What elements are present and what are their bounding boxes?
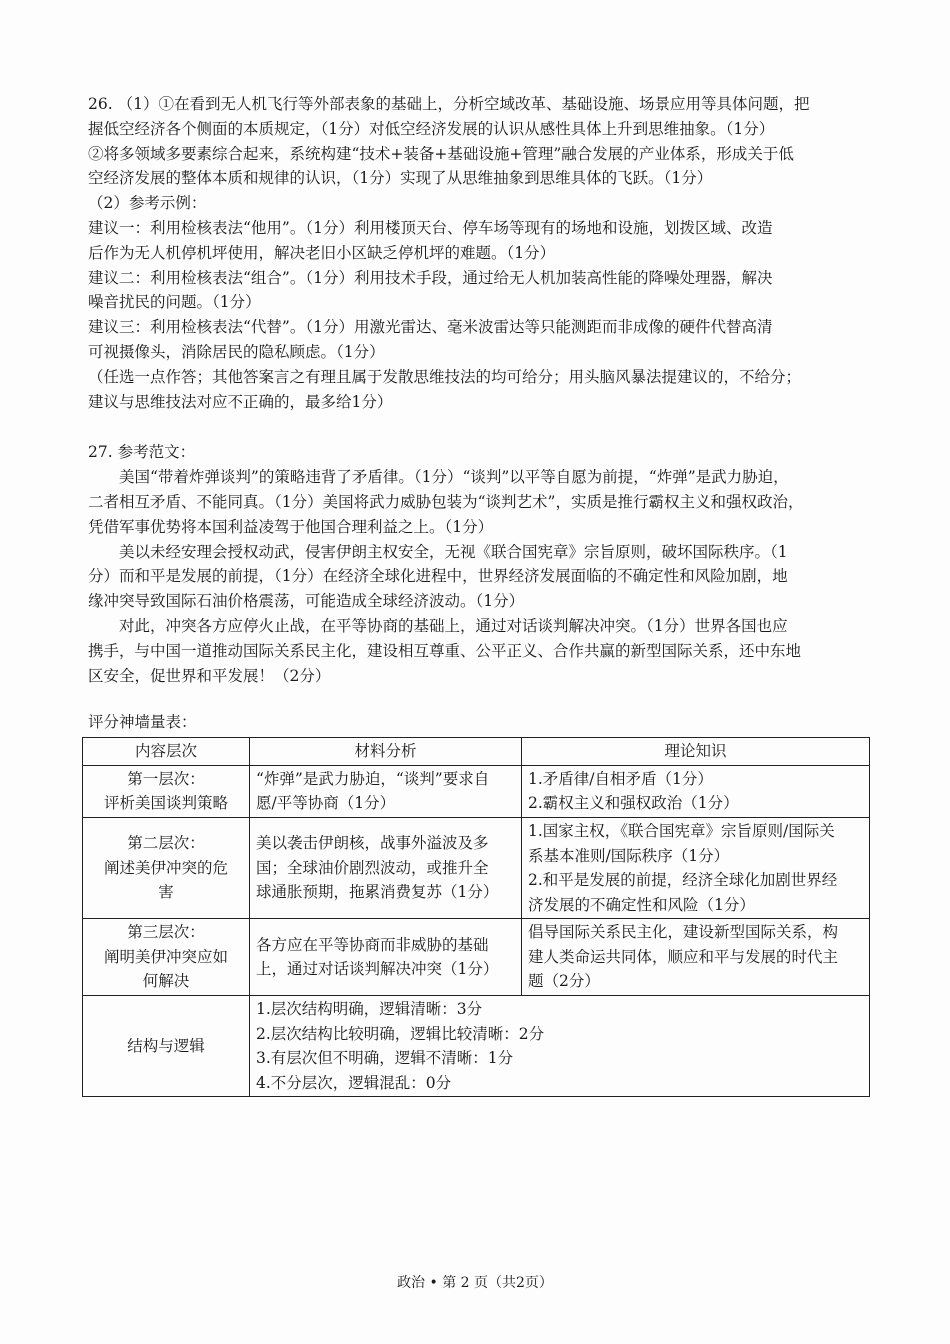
level-text: 第二层次：	[127, 834, 205, 853]
level-text: 害	[158, 883, 174, 902]
theory-text: 1.国家主权，《联合国宪章》宗旨原则/国际关	[528, 821, 835, 840]
q26-suggestion2-line1: 建议二：利用检核表法“组合”。（1分）利用技术手段，通过给无人机加装高性能的降噪处理器，解决	[88, 268, 773, 287]
level-text: 阐述美伊冲突的危	[103, 858, 228, 877]
criteria-item: 4.不分层次，逻辑混乱：0分	[256, 1073, 452, 1092]
material-cell	[250, 919, 522, 996]
q26-p2-line2: 空经济发展的整体本质和规律的认识，（1分）实现了从思维抽象到思维具体的飞跃。（1分）	[88, 169, 713, 188]
rubric-table	[82, 737, 870, 1097]
q26-suggestion2-line2: 噪音扰民的问题。（1分）	[88, 293, 261, 312]
q27-heading: 27. 参考范文：	[88, 443, 196, 462]
level-text: 评析美国谈判策略	[103, 794, 228, 813]
spacer	[88, 688, 863, 710]
material-text: 愿/平等协商（1分）	[256, 794, 396, 813]
theory-text: 济发展的不确定性和风险（1分）	[528, 895, 755, 914]
theory-text: 1.矛盾律/自相矛盾（1分）	[528, 769, 713, 788]
material-text: “炸弹”是武力胁迫，“谈判”要求自	[256, 769, 490, 788]
q26-suggestion1-line1: 建议一：利用检核表法“他用”。（1分）利用楼顶天台、停车场等现有的场地和设施，划拨区域、改造	[88, 218, 773, 237]
structure-label: 结构与逻辑	[83, 996, 250, 1097]
q26-note-line1: （任选一点作答；其他答案言之有理且属于发散思维技法的均可给分；用头脑风暴法提建议的，不给分；	[88, 367, 802, 386]
level-cell	[83, 817, 250, 918]
theory-cell	[522, 919, 870, 996]
level-text: 阐明美伊冲突应如	[103, 947, 228, 966]
q27-para1-line2: 二者相互矛盾、不能同真。（1分）美国将武力威胁包装为“谈判艺术”，实质是推行霸权主义和强权政治，	[88, 492, 804, 511]
theory-text: 2.和平是发展的前提，经济全球化加剧世界经	[528, 871, 838, 890]
q27-para3-line3: 区安全，促世界和平发展！（2分）	[88, 666, 331, 685]
material-cell	[250, 817, 522, 918]
header-material: 材料分析	[250, 738, 522, 766]
level-text: 第一层次：	[127, 769, 205, 788]
q27-para3-line2: 携手，与中国一道推动国际关系民主化，建设相互尊重、公平正义、合作共赢的新型国际关系，还中东地	[88, 641, 802, 660]
question-26	[88, 92, 863, 414]
table-row	[83, 919, 870, 996]
theory-text: 倡导国际关系民主化，建设新型国际关系，构	[528, 923, 839, 942]
theory-text: 建人类命运共同体，顺应和平与发展的时代主	[528, 947, 839, 966]
criteria-item: 2.层次结构比较明确，逻辑比较清晰：2分	[256, 1024, 545, 1043]
criteria-item: 1.层次结构明确，逻辑清晰：3分	[256, 1000, 483, 1019]
level-cell	[83, 919, 250, 996]
q26-note-line2: 建议与思维技法对应不正确的，最多给1分）	[88, 392, 393, 411]
structure-criteria	[250, 996, 870, 1097]
q27-para2-line2: 分）而和平是发展的前提，（1分）在经济全球化进程中，世界经济发展面临的不确定性和风险加剧，地	[88, 567, 788, 586]
theory-text: 题（2分）	[528, 972, 600, 991]
table-row-structure	[83, 996, 870, 1097]
theory-cell	[522, 765, 870, 817]
q27-para2-line1: 美以未经安理会授权动武，侵害伊朗主权安全，无视《联合国宪章》宗旨原则，破坏国际秩序。（1	[119, 542, 788, 561]
answer-content	[88, 92, 863, 1097]
theory-text: 2.霸权主义和强权政治（1分）	[528, 794, 739, 813]
q27-para2-line3: 缘冲突导致国际石油价格震荡，可能造成全球经济波动。（1分）	[88, 592, 525, 611]
criteria-item: 3.有层次但不明确，逻辑不清晰：1分	[256, 1049, 514, 1068]
q27-para3-line1: 对此，冲突各方应停火止战，在平等协商的基础上，通过对话谈判解决冲突。（1分）世界各国也应	[119, 616, 788, 635]
q27-para1-line1: 美国“带着炸弹谈判”的策略违背了矛盾律。（1分）“谈判”以平等自愿为前提，“炸弹”是武力胁迫，	[119, 468, 789, 487]
q26-sub2-heading: （2）参考示例：	[88, 194, 207, 213]
table-row	[83, 765, 870, 817]
page-footer: 政治 • 第 2 页（共2页）	[397, 1275, 553, 1291]
material-text: 球通胀预期，拖累消费复苏（1分）	[256, 883, 499, 902]
header-theory: 理论知识	[522, 738, 870, 766]
spacer	[88, 414, 863, 440]
level-text: 何解决	[142, 972, 190, 991]
rubric-header-row	[83, 738, 870, 766]
q27-para1-line3: 凭借军事优势将本国利益凌驾于他国合理利益之上。（1分）	[88, 517, 494, 536]
theory-text: 系基本准则/国际秩序（1分）	[528, 846, 730, 865]
material-text: 各方应在平等协商而非威胁的基础	[256, 935, 489, 954]
material-text: 美以袭击伊朗核，战事外溢波及多	[256, 834, 489, 853]
material-cell	[250, 765, 522, 817]
level-text: 第三层次：	[127, 923, 205, 942]
header-level: 内容层次	[83, 738, 250, 766]
table-row	[83, 817, 870, 918]
q26-p1-line2: 握低空经济各个侧面的本质规定，（1分）对低空经济发展的认识从感性具体上升到思维抽象。（1分）	[88, 119, 775, 138]
q26-suggestion3-line2: 可视摄像头，消除居民的隐私顾虑。（1分）	[88, 342, 385, 361]
level-cell	[83, 765, 250, 817]
material-text: 国；全球油价剧烈波动，或推升全	[256, 858, 489, 877]
rubric-title: 评分神墙量表：	[88, 713, 197, 732]
q26-suggestion1-line2: 后作为无人机停机坪使用，解决老旧小区缺乏停机坪的难题。（1分）	[88, 243, 556, 262]
q26-p1-line1: 26. （1）①在看到无人机飞行等外部表象的基础上，分析空域改革、基础设施、场景应用等具体问题，把	[88, 95, 810, 113]
material-text: 上，通过对话谈判解决冲突（1分）	[256, 960, 499, 979]
q26-p2-line1: ②将多领域多要素综合起来，系统构建“技术+装备+基础设施+管理”融合发展的产业体系，形成关于低	[88, 144, 794, 163]
theory-cell	[522, 817, 870, 918]
question-27	[88, 440, 863, 688]
q26-suggestion3-line1: 建议三：利用检核表法“代替”。（1分）用激光雷达、毫米波雷达等只能测距而非成像的硬件代替高清	[88, 318, 773, 337]
